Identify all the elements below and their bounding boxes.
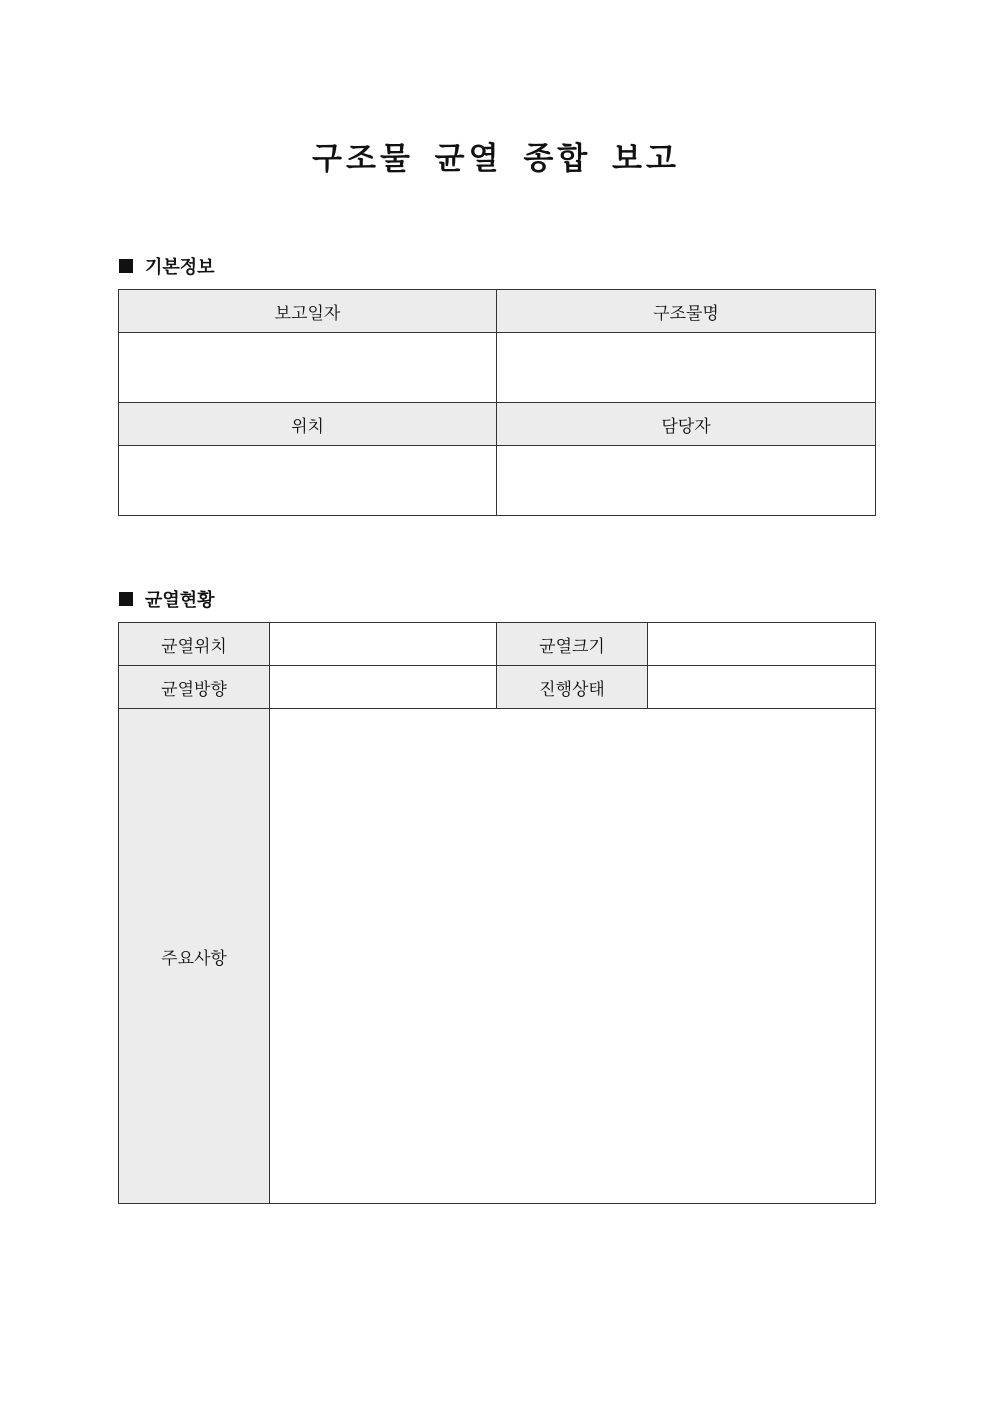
crack-location-field[interactable] (270, 623, 497, 666)
crack-direction-field[interactable] (270, 666, 497, 709)
crack-direction-label: 균열방향 (119, 666, 270, 709)
crack-status-table (118, 622, 876, 1204)
crack-size-field[interactable] (648, 623, 876, 666)
structure-name-field[interactable] (497, 333, 876, 403)
progress-status-field[interactable] (648, 666, 876, 709)
report-date-field[interactable] (119, 333, 497, 403)
key-notes-label: 주요사항 (119, 709, 270, 1204)
section-heading-crack-status (119, 586, 215, 612)
crack-location-label: 균열위치 (119, 623, 270, 666)
basic-info-table (118, 289, 876, 516)
manager-field[interactable] (497, 446, 876, 516)
progress-status-label: 진행상태 (497, 666, 648, 709)
manager-label: 담당자 (497, 403, 876, 446)
square-bullet-icon (119, 592, 133, 606)
location-field[interactable] (119, 446, 497, 516)
section-heading-label: 균열현황 (145, 590, 215, 611)
section-heading-label: 기본정보 (145, 257, 215, 278)
square-bullet-icon (119, 259, 133, 273)
crack-size-label: 균열크기 (497, 623, 648, 666)
section-heading-basic-info (119, 253, 215, 279)
report-date-label: 보고일자 (119, 290, 497, 333)
document-title: 구조물 균열 종합 보고 (312, 141, 680, 177)
structure-name-label: 구조물명 (497, 290, 876, 333)
location-label: 위치 (119, 403, 497, 446)
key-notes-field[interactable] (270, 709, 876, 1204)
